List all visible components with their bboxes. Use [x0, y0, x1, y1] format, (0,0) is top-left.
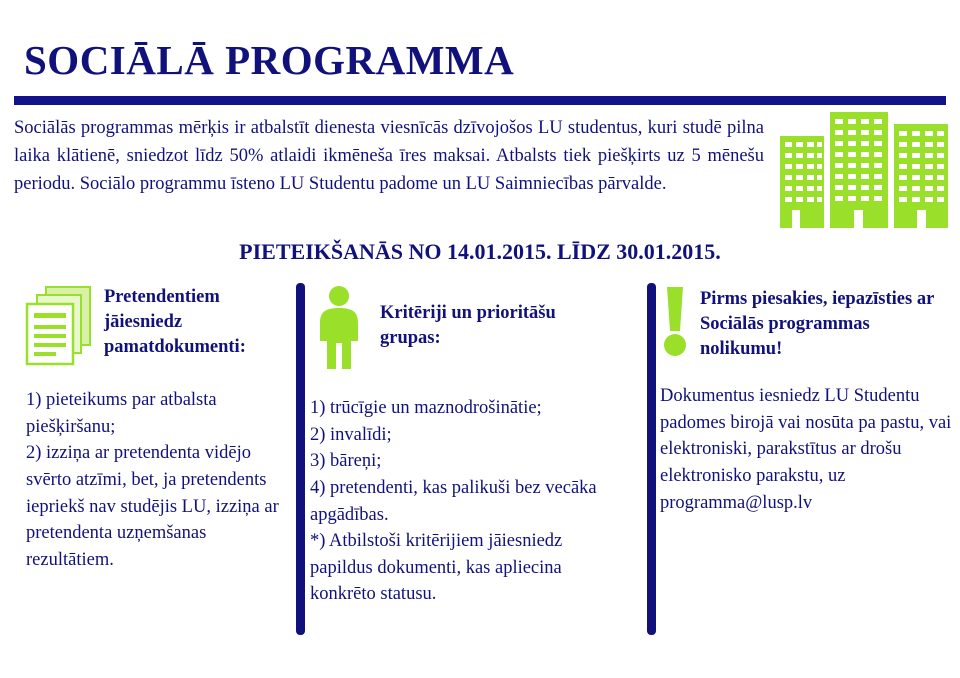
building-icon: [778, 112, 950, 228]
column-documents-header: [22, 283, 294, 371]
column-notice: [660, 283, 952, 516]
column-criteria-header: [310, 283, 610, 369]
column-notice-body: Dokumentus iesniedz LU Studentu padomes birojā vai nosūta pa pastu, vai elektroniski, parakstītus ar drošu elektronisko parakstu, uz programma@lusp.lv: [660, 386, 952, 513]
exclamation-icon: [660, 285, 690, 367]
column-documents-body: 1) pieteikums par atbalsta piešķiršanu; 2) izziņa ar pretendenta vidējo svērto atzīmi, bet, ja pretendents iepriekš nav studējis LU, izziņa ar pretendenta uzņemšanas rezultātiem.: [26, 390, 279, 570]
column-documents: [22, 283, 294, 573]
column-divider-2: [296, 283, 305, 635]
intro-paragraph: Sociālās programmas mērķis ir atbalstīt dienesta viesnīcās dzīvojošos LU studentus, kuri studē pilna laika klātienē, sniedzot līdz 50% atlaidi ikmēneša īres maksai. Atbalsts tiek piešķirts uz 5 mēnešu periodu. Sociālo programmu īsteno LU Studentu padome un LU Saimniecības pārvalde.: [14, 118, 764, 195]
documents-icon: [22, 285, 94, 371]
column-criteria-heading: Kritēriji un prioritāšu grupas:: [380, 303, 556, 348]
column-criteria-body: 1) trūcīgie un maznodrošinātie; 2) invalīdi; 3) bāreņi; 4) pretendenti, kas palikuši bez vecāka apgādības. *) Atbilstoši kritērijiem jāiesniedz papildus dokumenti, kas apliecina konkrēto statusu.: [310, 398, 597, 605]
column-notice-header: [660, 283, 952, 367]
column-criteria: [310, 283, 610, 608]
page-title: SOCIĀLĀ PROGRAMMA: [24, 37, 515, 83]
application-period: PIETEIKŠANĀS NO 14.01.2015. LĪDZ 30.01.2015.: [239, 239, 721, 264]
column-documents-heading: Pretendentiem jāiesniedz pamatdokumenti:: [104, 287, 246, 357]
column-divider-3: [647, 283, 656, 635]
column-notice-heading: Pirms piesakies, iepazīsties ar Sociālās programmas nolikumu!: [700, 289, 934, 359]
person-icon: [310, 285, 370, 369]
title-divider: [14, 96, 946, 105]
